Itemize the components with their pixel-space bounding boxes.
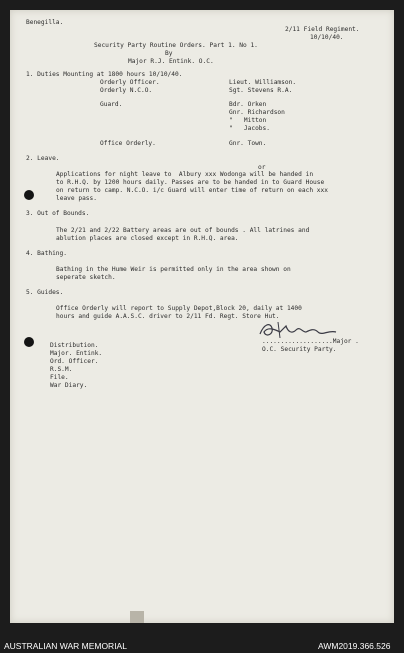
section-1-heading: 1. Duties Mounting at 1800 hours 10/10/40. — [26, 71, 183, 78]
distribution-item: File. — [50, 374, 69, 381]
duty-role: Guard. — [100, 101, 123, 108]
signature-title: O.C. Security Party. — [262, 346, 337, 353]
distribution-heading: Distribution. — [50, 342, 99, 349]
duty-name: Gnr. Richardson — [229, 109, 285, 116]
signature-line: ...................Major . — [262, 338, 359, 345]
distribution-item: Ord. Officer. — [50, 358, 99, 365]
distribution-item: Major. Entink. — [50, 350, 103, 357]
header-unit: 2/11 Field Regiment. — [285, 26, 360, 33]
duty-name: " Mitton — [229, 117, 267, 124]
footer-accession: AWM2019.366.526 — [318, 641, 391, 651]
duty-name: Sgt. Stevens R.A. — [229, 87, 293, 94]
footer-credit: AUSTRALIAN WAR MEMORIAL — [4, 641, 127, 651]
bounds-line: The 2/21 and 2/22 Battery areas are out of bounds . All latrines and — [56, 227, 310, 234]
duty-role: Orderly Officer. — [100, 79, 160, 86]
header-title: Security Party Routine Orders. Part 1. No 1. — [94, 42, 258, 49]
handwritten-insert: or — [258, 164, 266, 171]
duty-name: Gnr. Town. — [229, 140, 267, 147]
duty-name: " Jacobs. — [229, 125, 270, 132]
distribution-item: War Diary. — [50, 382, 88, 389]
duty-name: Bdr. Orken — [229, 101, 267, 108]
leave-line: on return to camp. N.C.O. i/c Guard will enter time of return on each xxx — [56, 187, 328, 194]
duty-role: Orderly N.C.O. — [100, 87, 153, 94]
section-2-heading: 2. Leave. — [26, 155, 60, 162]
section-5-heading: 5. Guides. — [26, 289, 64, 296]
bounds-line: ablution places are closed except in R.H.Q. area. — [56, 235, 239, 242]
section-3-heading: 3. Out of Bounds. — [26, 210, 90, 217]
punch-hole-bottom — [24, 337, 34, 347]
distribution-item: R.S.M. — [50, 366, 73, 373]
section-4-heading: 4. Bathing. — [26, 250, 67, 257]
duty-name: Lieut. Williamson. — [229, 79, 297, 86]
punch-hole-top — [24, 190, 34, 200]
leave-line: leave pass. — [56, 195, 97, 202]
leave-line: Applications for night leave to Albury xxx Wodonga will be handed in — [56, 171, 314, 178]
header-author: Major R.J. Entink. O.C. — [128, 58, 214, 65]
header-date: 10/10/40. — [310, 34, 344, 41]
bathing-line: seperate sketch. — [56, 274, 116, 281]
guides-line: hours and guide A.A.S.C. driver to 2/11 Fd. Regt. Store Hut. — [56, 313, 280, 320]
header-by: By — [165, 50, 173, 57]
duty-role: Office Orderly. — [100, 140, 156, 147]
guides-line: Office Orderly will report to Supply Depot,Block 20, daily at 1400 — [56, 305, 302, 312]
header-place: Benegilla. — [26, 19, 64, 26]
leave-line: to R.H.Q. by 1200 hours daily. Passes are to be handed in to Guard House — [56, 179, 325, 186]
bathing-line: Bathing in the Hume Weir is permitted only in the area shown on — [56, 266, 291, 273]
